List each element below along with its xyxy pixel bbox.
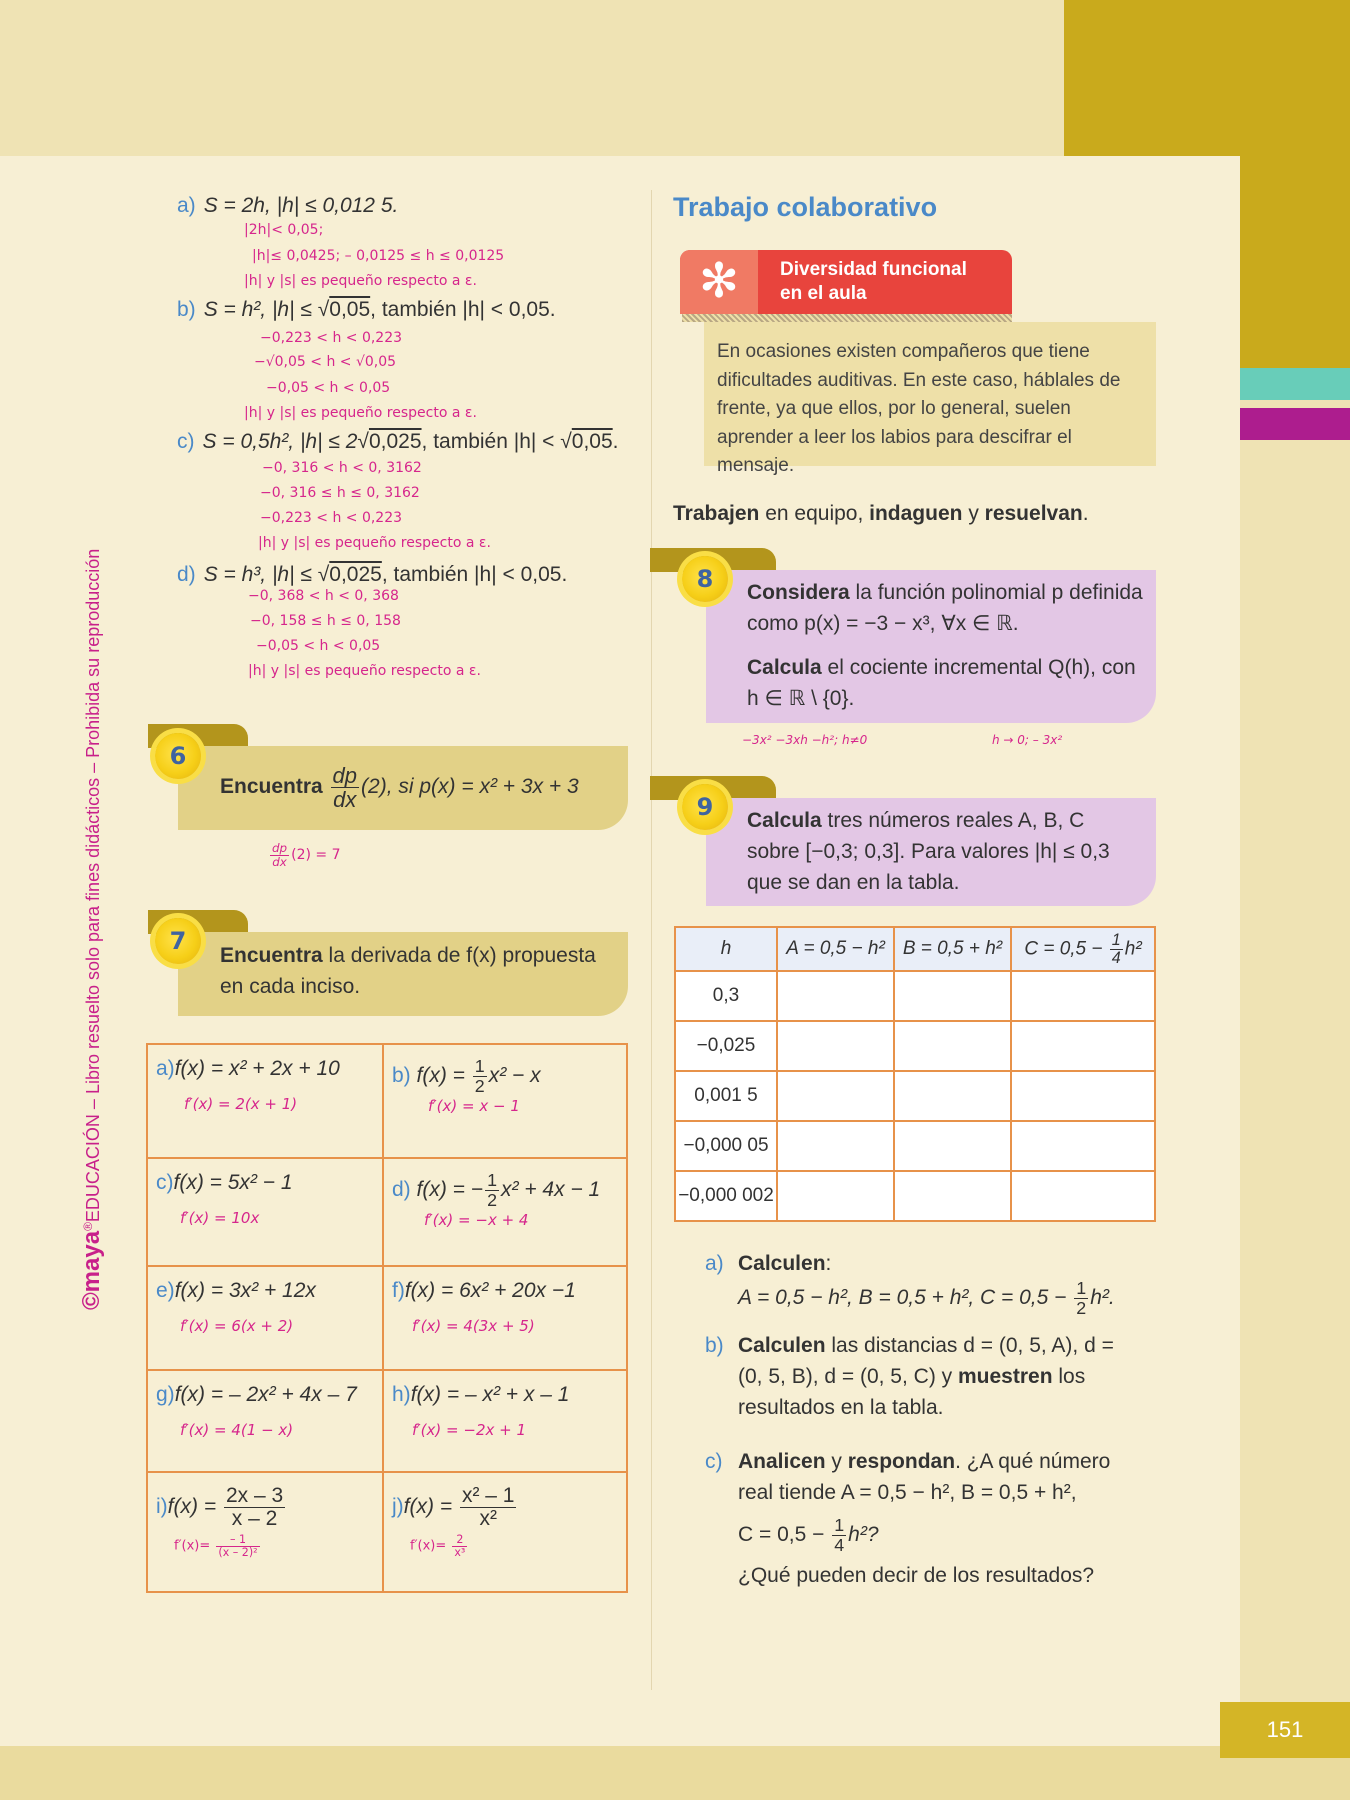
right-margin [1240,440,1350,1800]
derivatives-table [146,1043,628,1593]
ex6-badge: 6 [155,733,201,779]
diversity-header [680,250,1012,314]
table-row: 0,001 5 [675,1071,777,1121]
item-c-note-4: |h| y |s| es pequeño respecto a ε. [258,535,491,551]
top-band [0,0,1064,156]
question-c: c) Analicen y respondan. ¿A qué número real tiende A = 0,5 − h², B = 0,5 + h², C = 0,5 − $\frac{1}{4}$ h²? ¿Qué pueden decir de los resultados? [705,1450,1111,1588]
ex8-text-1: Considera la función polinomial p definida como p(x) = −3 − x³, ∀x ∈ ℝ. [747,581,1143,635]
table-row: 0,3 [675,971,777,1021]
page-number: 151 [1266,1717,1304,1742]
deriv-cell-j: j)f(x) = $\frac{\text{x² – 1}}{\text{x²}}$ f′(x)= $\frac{2}{\text{x³}}$ [383,1472,627,1592]
deriv-cell-i: i)f(x) = $\frac{2x - 3}{x - 2}$ f′(x)= $\frac{- 1}{\text{(x – 2)²}}$ [147,1472,383,1592]
item-a-note-3: |h| y |s| es pequeño respecto a ε. [244,273,477,289]
item-a: a) S = 2h, |h| ≤ 0,012 5. [177,194,399,217]
item-b-note-1: −0,223 < h < 0,223 [260,330,403,346]
diversity-title: Diversidad funcional en el aula [780,259,967,304]
item-c-note-3: −0,223 < h < 0,223 [260,510,403,526]
ex7-text: Encuentra la derivada de f(x) propuesta en cada inciso. [220,944,596,998]
item-a-note-1: |2h|< 0,05; [244,222,324,238]
item-a-note-2: |h|≤ 0,0425; – 0,0125 ≤ h ≤ 0,0125 [252,248,505,264]
deriv-cell-g: g)f(x) = – 2x² + 4x – 7 f′(x) = 4(1 − x) [147,1370,383,1472]
item-d-note-3: −0,05 < h < 0,05 [256,638,381,654]
item-c-note-1: −0, 316 < h < 0, 3162 [262,460,422,476]
item-b-note-4: |h| y |s| es pequeño respecto a ε. [244,405,477,421]
deriv-cell-a: a)f(x) = x² + 2x + 10 f′(x) = 2(x + 1) [147,1044,383,1158]
diversity-icon-box [680,250,758,314]
table-row: −0,000 002 [675,1171,777,1221]
ex7-badge: 7 [155,918,201,964]
deriv-cell-e: e)f(x) = 3x² + 12x f′(x) = 6(x + 2) [147,1266,383,1370]
ex9-badge: 9 [682,784,728,830]
item-d: d) S = h³, |h| ≤ √0,025, también |h| < 0,05. [177,563,568,586]
item-c-note-2: −0, 316 ≤ h ≤ 0, 3162 [260,485,420,501]
table-header-h: h [675,927,777,971]
asterisk-flower-icon: ✻ [698,255,740,308]
table-header-b: B = 0,5 + h² [894,927,1011,971]
table-row: −0,000 05 [675,1121,777,1171]
item-c: c) S = 0,5h², |h| ≤ 2√0,025, también |h| < √0,05. [177,430,619,453]
table-header-c: C = 0,5 − $\frac{1}{4}$ h² [1011,927,1155,971]
side-copyright-text: EDUCACIÓN – Libro resuelto solo para fines didácticos – Prohibida su reproducción [83,548,103,1223]
item-d-note-2: −0, 158 ≤ h ≤ 0, 158 [250,613,401,629]
column-divider [651,190,652,1690]
ex8-badge: 8 [682,556,728,602]
item-d-note-4: |h| y |s| es pequeño respecto a ε. [248,663,481,679]
ex6-text: Encuentra $\frac{dp}{dx}$ (2), si p(x) = x² + 3x + 3 [220,763,579,813]
question-a: a) Calculen: A = 0,5 − h², B = 0,5 + h², C = 0,5 − $\frac{1}{2}$ h². [705,1252,1115,1318]
item-d-note-1: −0, 368 < h < 0, 368 [248,588,399,604]
deriv-cell-h: h)f(x) = – x² + x – 1 f′(x) = −2x + 1 [383,1370,627,1472]
side-copyright: ©maya®EDUCACIÓN – Libro resuelto solo para fines didácticos – Prohibida su reproducción [78,548,105,1310]
item-b: b) S = h², |h| ≤ √0,05, también |h| < 0,05. [177,298,556,321]
ex9-text: Calcula tres números reales A, B, C sobre [−0,3; 0,3]. Para valores |h| ≤ 0,3 que se dan en la tabla. [747,809,1110,894]
deriv-cell-c: c)f(x) = 5x² − 1 f′(x) = 10x [147,1158,383,1266]
values-table [674,926,1156,1222]
team-instructions: Trabajen en equipo, indaguen y resuelvan. [673,502,1089,525]
right-teal-strip [1240,368,1350,400]
section-title: Trabajo colaborativo [673,192,938,222]
ex8-text-2: Calcula el cociente incremental Q(h), con h ∈ ℝ \ {0}. [747,656,1136,710]
question-b: b) Calculen las distancias d = (0, 5, A), d = (0, 5, B), d = (0, 5, C) y muestren los resultados en la tabla. [705,1334,1114,1419]
bottom-band [0,1746,1350,1800]
deriv-cell-f: f)f(x) = 6x² + 20x −1 f′(x) = 4(3x + 5) [383,1266,627,1370]
item-b-note-3: −0,05 < h < 0,05 [266,380,391,396]
ex6-answer: $\frac{dp}{dx}$ (2) = 7 [272,841,341,869]
brand-logo: ©maya [78,1230,105,1310]
page-number-box [1220,1702,1350,1758]
deriv-cell-d: d) f(x) = − $\frac{1}{2}$ x² + 4x − 1 f′(x) = −x + 4 [383,1158,627,1266]
diversity-text: En ocasiones existen compañeros que tiene dificultades auditivas. En este caso, háblales de frente, ya que ellos, por lo general, suelen aprender a leer los labios para descifrar el mensaje. [717,341,1121,476]
right-magenta-strip [1240,408,1350,440]
table-row: −0,025 [675,1021,777,1071]
table-header-a: A = 0,5 − h² [777,927,894,971]
ex8-answer-1: −3x² −3xh −h²; h≠0 [742,733,868,747]
item-b-note-2: −√0,05 < h < √0,05 [254,354,397,370]
deriv-cell-b: b) f(x) = $\frac{1}{2}$ x² − x f′(x) = x − 1 [383,1044,627,1158]
ex8-answer-2: h → 0; – 3x² [992,733,1063,747]
